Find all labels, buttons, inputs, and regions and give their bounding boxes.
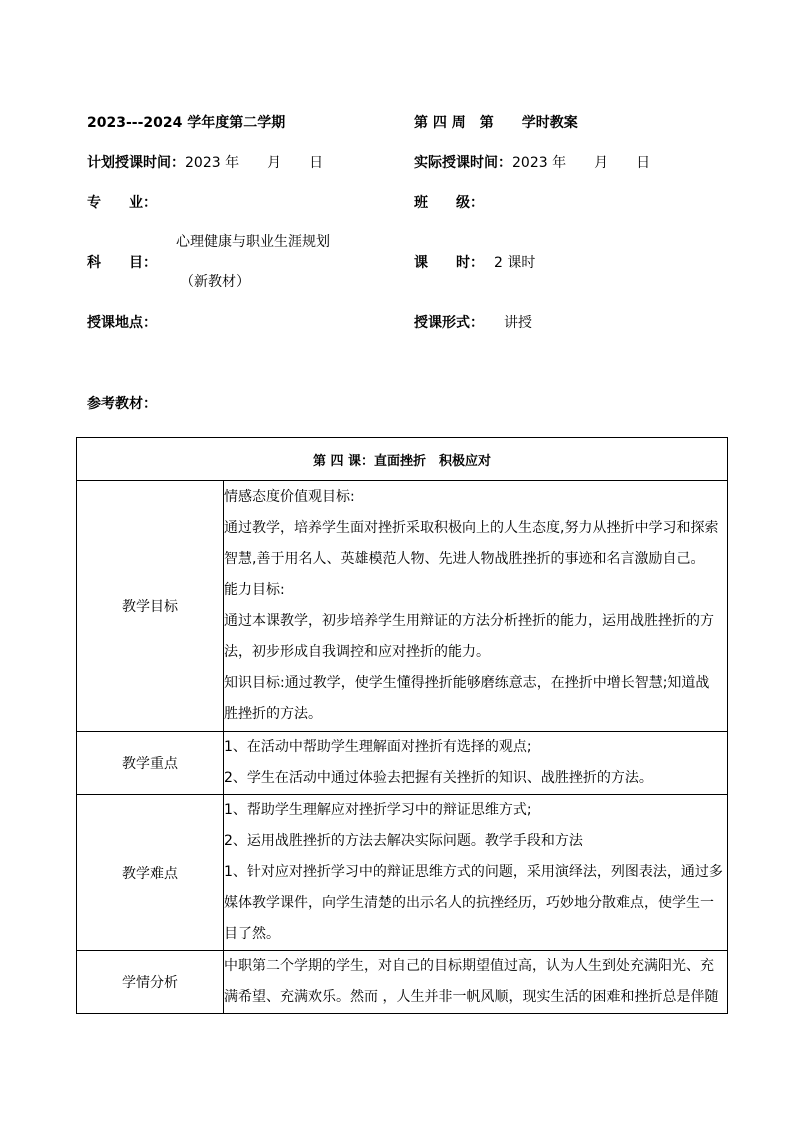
row-content-objectives — [224, 481, 728, 732]
content-line: 2、学生在活动中通过体验去把握有关挫折的知识、战胜挫折的方法。 — [224, 770, 653, 786]
content-line: 通过本课教学，初步培养学生用辩证的方法分析挫折的能力，运用战胜挫折的方 — [224, 613, 714, 629]
plan-time-row — [87, 154, 323, 172]
content-line: 满希望、充满欢乐。然而 ，人生并非一帆风顺，现实生活的困难和挫折总是伴随 — [224, 989, 719, 1005]
lesson-title: 第 四 课：直面挫折 积极应对 — [77, 438, 728, 481]
row-head-key-points: 教学重点 — [77, 732, 224, 795]
hours-row — [414, 254, 535, 272]
content-line: 法，初步形成自我调控和应对挫折的能力。 — [224, 644, 490, 660]
row-content-key-points — [224, 732, 728, 795]
format-row — [414, 314, 532, 332]
content-line: 通过教学，培养学生面对挫折采取积极向上的人生态度,努力从挫折中学习和探索 — [224, 520, 719, 536]
hours-value: 2 课时 — [494, 255, 536, 271]
content-line: 能力目标: — [224, 582, 285, 598]
row-head-objectives: 教学目标 — [77, 481, 224, 732]
hours-label: 课 时： — [414, 255, 484, 271]
content-line: 中职第二个学期的学生，对自己的目标期望值过高，认为人生到处充满阳光、充 — [224, 958, 714, 974]
lesson-table — [76, 437, 728, 1014]
week-label: 第 四 周 第 学时教案 — [414, 115, 578, 131]
content-line: 媒体教学课件，向学生清楚的出示名人的抗挫经历，巧妙地分散难点，使学生一 — [224, 895, 714, 911]
subject-label: 科 目： — [87, 255, 157, 271]
row-head-difficulties: 教学难点 — [77, 795, 224, 951]
content-line: 情感态度价值观目标: — [224, 489, 355, 505]
format-value: 讲授 — [504, 315, 532, 331]
row-content-difficulties — [224, 795, 728, 951]
content-line: 1、帮助学生理解应对挫折学习中的辩证思维方式; — [224, 802, 532, 818]
reference-label: 参考教材： — [87, 396, 157, 412]
content-line: 胜挫折的方法。 — [224, 706, 322, 722]
table-row — [77, 951, 728, 1014]
subject-value-line1: 心理健康与职业生涯规划 — [176, 234, 330, 250]
content-line: 1、针对应对挫折学习中的辩证思维方式的问题，采用演绎法，列图表法，通过多 — [224, 864, 723, 880]
content-line: 2、运用战胜挫折的方法去解决实际问题。教学手段和方法 — [224, 833, 583, 849]
actual-time-value: 2023 年 月 日 — [512, 155, 651, 171]
year-term: 2023---2024 学年度第二学期 — [87, 115, 286, 131]
plan-time-value: 2023 年 月 日 — [185, 155, 324, 171]
table-title-row — [77, 438, 728, 481]
actual-time-row — [414, 154, 650, 172]
actual-time-label: 实际授课时间： — [414, 155, 512, 171]
content-line: 目了然。 — [224, 926, 280, 942]
content-line: 知识目标:通过教学，使学生懂得挫折能够磨练意志，在挫折中增长智慧;知道战 — [224, 675, 710, 691]
plan-time-label: 计划授课时间： — [87, 155, 185, 171]
major-label: 专 业： — [87, 195, 157, 211]
content-line: 1、在活动中帮助学生理解面对挫折有选择的观点; — [224, 739, 532, 755]
table-row — [77, 481, 728, 732]
content-line: 智慧,善于用名人、英雄模范人物、先进人物战胜挫折的事迹和名言激励自己。 — [224, 551, 705, 567]
location-label: 授课地点： — [87, 315, 157, 331]
row-content-student-analysis — [224, 951, 728, 1014]
subject-value-line2: （新教材） — [180, 274, 250, 290]
format-label: 授课形式： — [414, 315, 484, 331]
table-row — [77, 732, 728, 795]
class-label: 班 级： — [414, 195, 484, 211]
table-row — [77, 795, 728, 951]
row-head-student-analysis: 学情分析 — [77, 951, 224, 1014]
